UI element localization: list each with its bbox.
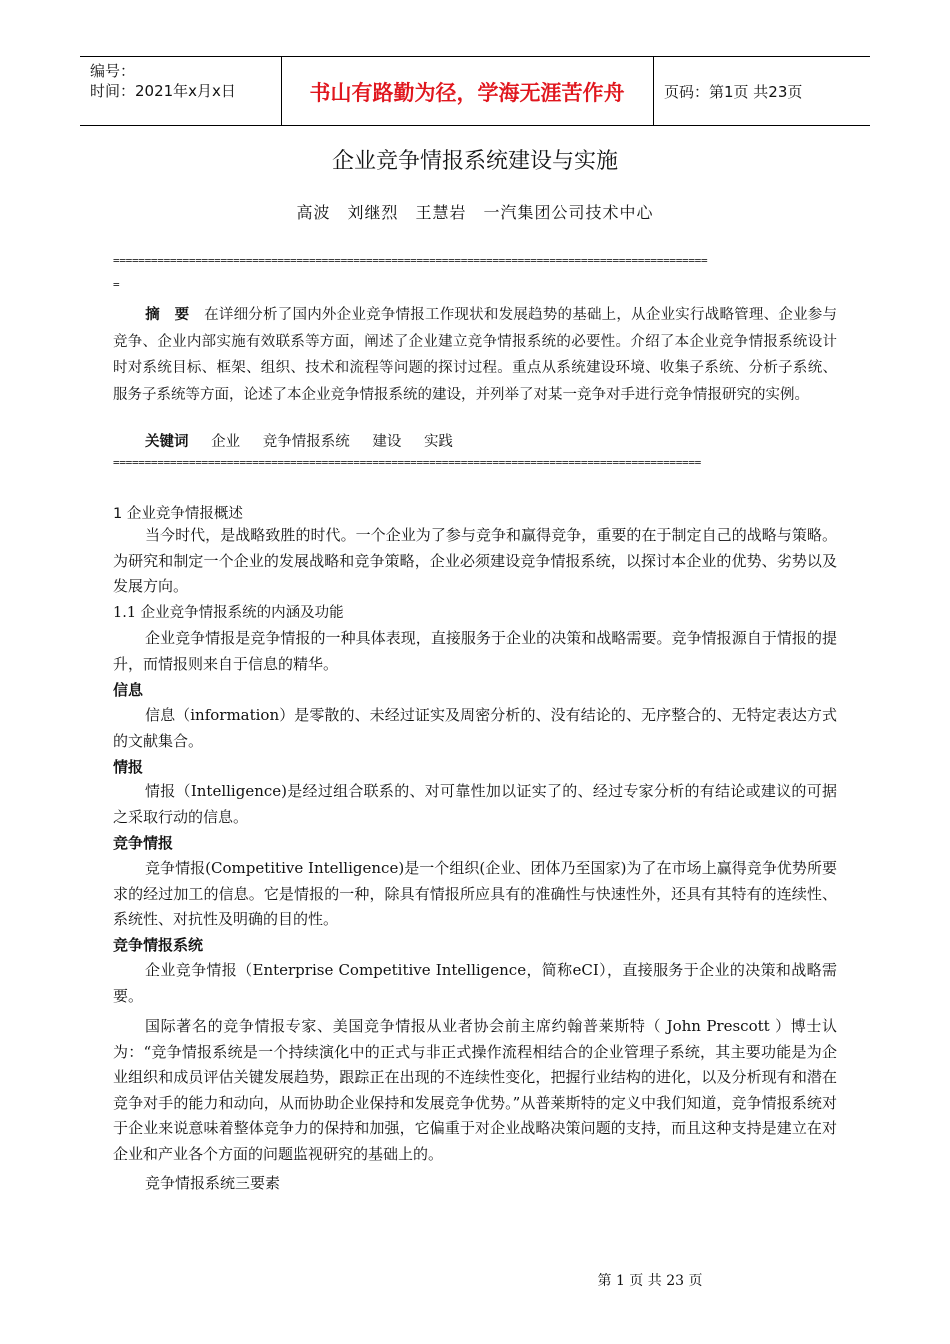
header-motto: 书山有路勤为径，学海无涯苦作舟 [309,81,625,105]
section-heading: 1 企业竞争情报概述 [113,506,243,522]
paragraph: 企业竞争情报是竞争情报的一种具体表现，直接服务于企业的决策和战略需要。竞争情报源自于情报的提升，而情报则来自于信息的精华。 [113,629,837,673]
keyword: 企业 [211,434,241,450]
number-label: 编号： [90,62,136,80]
subsection-heading: 1.1 企业竞争情报系统的内涵及功能 [113,605,344,621]
header-page-info: 页码：第1页 共23页 [664,83,803,101]
body-paragraph [113,856,837,933]
keywords-label: 关键词 [145,434,189,450]
document-title: 企业竞争情报系统建设与实施 [331,149,618,174]
header-divider [653,57,654,125]
term-heading-ci-system: 竞争情报系统 [113,936,204,954]
keyword: 实践 [423,434,453,450]
time-label: 时间：2021年x月x日 [90,82,236,100]
body-paragraph [113,958,837,1197]
term-heading-competitive-intelligence: 竞争情报 [113,834,174,852]
paragraph: 当今时代，是战略致胜的时代。一个企业为了参与竞争和赢得竞争，重要的在于制定自己的战略与策略。为研究和制定一个企业的发展战略和竞争策略，企业必须建设竞争情报系统，以探讨本企业的优势、劣势以及发展方向。 [113,526,837,595]
separator-line: ============================================================================================= [113,456,701,469]
body-paragraph [113,703,837,754]
paragraph: 国际著名的竞争情报专家、美国竞争情报从业者协会前主席约翰普莱斯特（ John Prescott ）博士认为：“竞争情报系统是一个持续演化中的正式与非正式操作流程相结合的企业管理子系统，其主要功能是为企业组织和成员评估关键发展趋势，跟踪正在出现的不连续性变化，把握行业结构的进化，以及分析现有和潜在竞争对手的能力和动向，从而协助企业保持和发展竞争优势。”从普莱斯特的定义中我们知道，竞争情报系统对于企业来说意味着整体竞争力的保持和加强，它偏重于对企业战略决策问题的支持，而且这种支持是建立在对企业和产业各个方面的问题监视研究的基础上的。 [113,1017,837,1163]
term-heading-information: 信息 [113,681,144,699]
body-paragraph [113,626,837,677]
keyword: 建设 [372,434,402,450]
page-footer: 第 1 页 共 23 页 [597,1273,703,1289]
document-authors: 高波 刘继烈 王慧岩 一汽集团公司技术中心 [296,203,654,222]
abstract-label: 摘 要 [145,307,190,323]
paragraph: 信息（information）是零散的、未经过证实及周密分析的、没有结论的、无序整合的、无特定表达方式的文献集合。 [113,706,837,750]
abstract [113,302,837,408]
paragraph: 情报（Intelligence)是经过组合联系的、对可靠性加以证实了的、经过专家分析的有结论或建议的可据之采取行动的信息。 [113,782,837,826]
term-heading-intelligence: 情报 [113,758,144,776]
body-paragraph [113,523,837,600]
separator-line: = [113,278,120,291]
body-paragraph [113,779,837,830]
keyword: 竞争情报系统 [262,434,350,450]
separator-line: ============================================================================================== [113,254,708,267]
paragraph: 企业竞争情报（Enterprise Competitive Intelligence，简称eCI），直接服务于企业的决策和战略需要。 [113,961,837,1005]
document-header [80,56,870,126]
abstract-text: 在详细分析了国内外企业竞争情报工作现状和发展趋势的基础上，从企业实行战略管理、企业参与竞争、企业内部实施有效联系等方面，阐述了企业建立竞争情报系统的必要性。介绍了本企业竞争情报系统设计时对系统目标、框架、组织、技术和流程等问题的探讨过程。重点从系统建设环境、收集子系统、分析子系统、服务子系统等方面，论述了本企业竞争情报系统的建设，并列举了对某一竞争对手进行竞争情报研究的实例。 [113,307,838,403]
keywords [145,430,453,451]
header-meta [90,61,236,101]
paragraph: 竞争情报(Competitive Intelligence)是一个组织(企业、团体乃至国家)为了在市场上赢得竞争优势所要求的经过加工的信息。它是情报的一种，除具有情报所应具有的准确性与快速性外，还具有其特有的连续性、系统性、对抗性及明确的目的性。 [113,859,837,928]
paragraph: 竞争情报系统三要素 [145,1174,281,1192]
